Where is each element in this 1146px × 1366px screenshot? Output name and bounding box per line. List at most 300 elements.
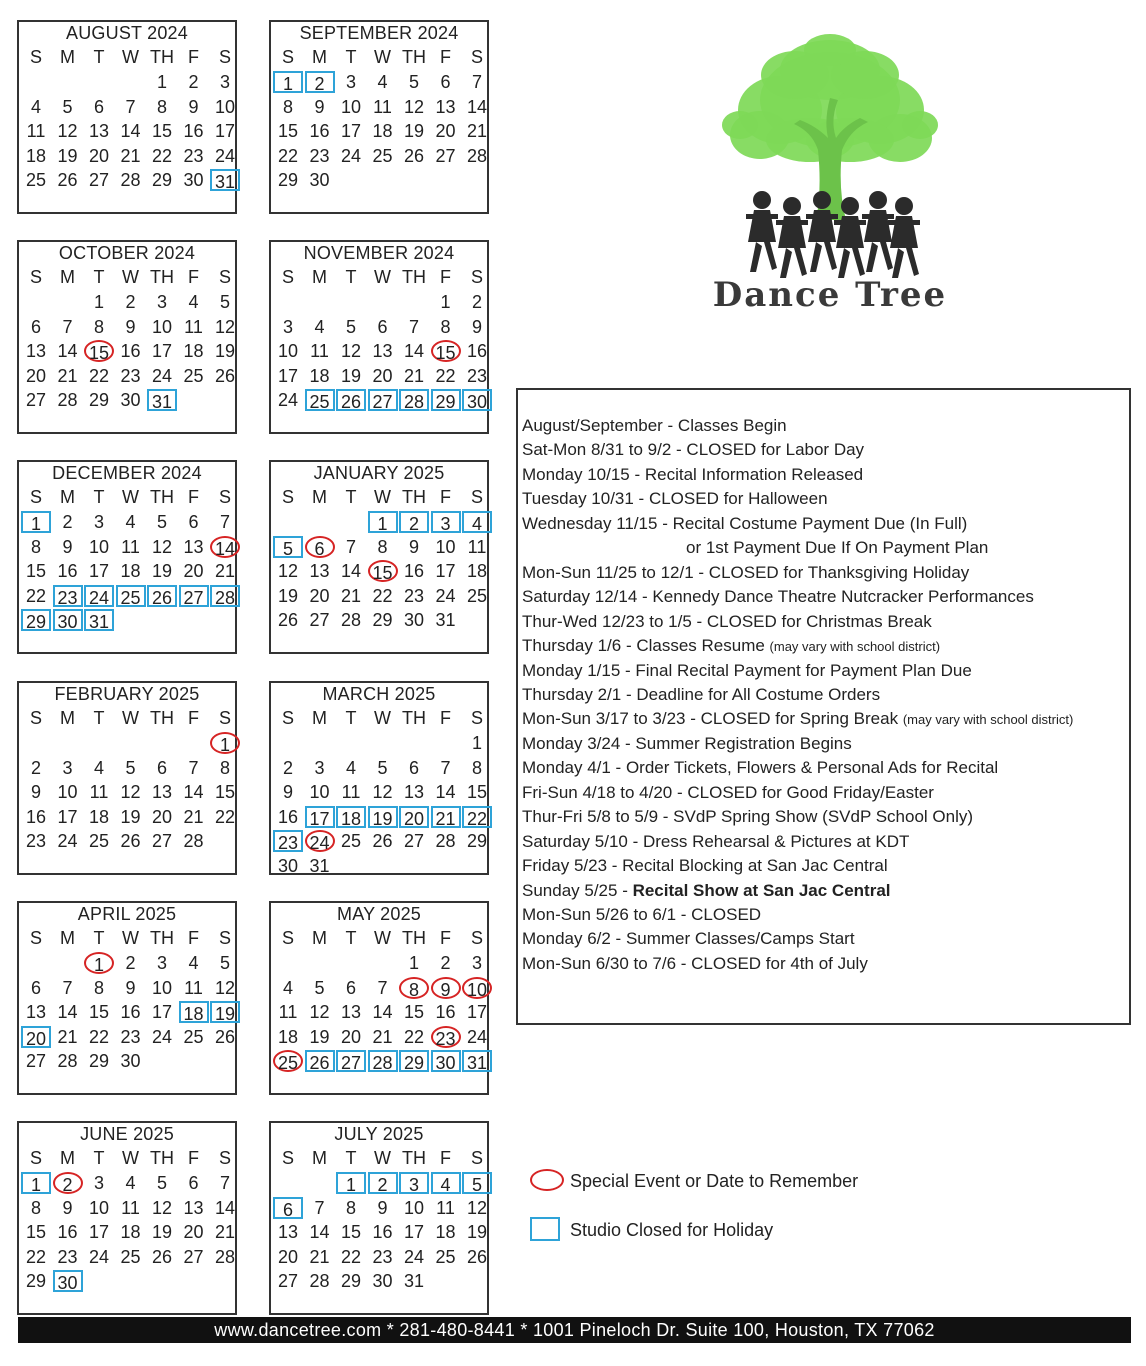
month-title: MARCH 2025 — [322, 684, 436, 704]
weekday-label: S — [281, 708, 294, 728]
weekday-label: W — [122, 928, 139, 948]
day-closed: 30 — [53, 1270, 83, 1292]
day-cell: 9 — [30, 782, 41, 802]
day-cell: 22 — [372, 585, 393, 606]
day-cell: 27 — [277, 1271, 299, 1291]
day-cell: 24 — [403, 1246, 425, 1267]
day-cell: 22 — [277, 145, 299, 166]
event-text: Mon-Sun 11/25 to 12/1 - CLOSED for Thanksgiving Holiday — [522, 562, 970, 582]
event-text: Thur-Wed 12/23 to 1/5 - CLOSED for Christmas Break — [522, 611, 932, 631]
day-cell: 10 — [151, 316, 173, 337]
day-cell: 11 — [278, 1002, 298, 1022]
weekday-label: F — [440, 47, 451, 67]
day-cell: 18 — [88, 806, 110, 827]
day-closed: 19 — [210, 1001, 240, 1023]
day-cell: 22 — [151, 145, 173, 166]
weekday-label: TH — [150, 1148, 174, 1168]
day-cell: 15 — [277, 121, 299, 141]
day-closed: 25 — [116, 585, 146, 607]
weekday-label: T — [93, 708, 105, 728]
day-cell: 19 — [214, 341, 236, 361]
day-cell: 29 — [372, 610, 393, 630]
event-text: Mon-Sun 6/30 to 7/6 - CLOSED for 4th of July — [522, 953, 868, 973]
day-special-event: 15 — [84, 340, 114, 362]
event-text: or 1st Payment Due If On Payment Plan — [686, 538, 989, 558]
day-cell: 7 — [219, 1173, 230, 1193]
day-cell: 14 — [403, 341, 425, 361]
event-text: Monday 6/2 - Summer Classes/Camps Start — [522, 929, 855, 949]
day-cell: 6 — [440, 72, 451, 92]
weekday-label: S — [218, 1148, 231, 1168]
day-closed: 23 — [273, 830, 303, 852]
day-cell: 21 — [57, 1026, 78, 1047]
day-cell: 10 — [88, 1197, 110, 1218]
event-note: (may vary with school district) — [769, 639, 941, 655]
day-cell: 14 — [57, 1002, 78, 1022]
day-cell: 6 — [377, 316, 388, 337]
weekday-label: S — [29, 267, 42, 287]
day-cell: 3 — [282, 316, 293, 337]
day-cell: 16 — [25, 806, 47, 827]
day-cell: 16 — [466, 341, 488, 361]
day-cell: 7 — [188, 757, 199, 778]
day-cell: 18 — [277, 1026, 299, 1047]
day-cell: 18 — [435, 1222, 456, 1242]
day-cell: 13 — [340, 1002, 362, 1022]
day-cell: 7 — [471, 72, 482, 92]
day-cell: 2 — [471, 292, 482, 312]
weekday-label: W — [374, 1148, 391, 1168]
day-closed: 27 — [336, 1050, 366, 1072]
day-cell: 26 — [151, 1246, 173, 1267]
weekday-label: TH — [150, 267, 174, 287]
day-cell: 18 — [372, 121, 393, 141]
weekday-label: W — [374, 267, 391, 287]
day-closed: 30 — [431, 1050, 461, 1072]
day-cell: 4 — [188, 292, 199, 312]
day-cell: 22 — [88, 365, 110, 386]
day-closed: 26 — [305, 1050, 335, 1072]
day-cell: 21 — [214, 561, 236, 581]
day-cell: 11 — [436, 1197, 455, 1218]
day-cell: 16 — [57, 561, 78, 581]
logo-wordmark: Dance Tree — [712, 275, 948, 315]
day-cell: 6 — [30, 316, 41, 337]
day-cell: 19 — [57, 145, 78, 166]
month-calendar — [269, 460, 489, 654]
day-closed: 1 — [21, 511, 51, 533]
day-cell: 17 — [466, 1002, 488, 1022]
weekday-label: F — [188, 708, 199, 728]
day-cell: 24 — [57, 831, 78, 851]
day-cell: 16 — [57, 1222, 78, 1242]
weekday-label: F — [188, 487, 199, 507]
day-cell: 27 — [435, 145, 456, 166]
month-title: OCTOBER 2024 — [58, 243, 196, 263]
event-text: Thur-Fri 5/8 to 5/9 - SVdP Spring Show (SVdP School Only) — [522, 807, 974, 827]
day-cell: 7 — [408, 316, 419, 337]
day-cell: 21 — [372, 1026, 393, 1047]
day-cell: 8 — [282, 96, 293, 117]
day-cell: 4 — [314, 316, 325, 337]
legend-event-label: Special Event or Date to Remember — [570, 1171, 859, 1191]
weekday-label: W — [122, 1148, 139, 1168]
event-line — [522, 903, 761, 927]
day-cell: 25 — [88, 831, 110, 851]
weekday-label: S — [281, 267, 294, 287]
day-cell: 27 — [88, 170, 110, 190]
weekday-label: T — [345, 928, 357, 948]
day-cell: 17 — [340, 121, 362, 141]
day-cell: 5 — [377, 757, 388, 778]
day-cell: 27 — [183, 1246, 204, 1267]
day-closed: 27 — [179, 585, 209, 607]
day-closed: 28 — [399, 389, 429, 411]
day-cell: 28 — [57, 390, 78, 410]
day-closed: 3 — [431, 511, 461, 533]
day-cell: 13 — [403, 782, 425, 802]
day-special-event: 24 — [305, 830, 335, 852]
day-cell: 12 — [214, 316, 236, 337]
day-cell: 15 — [466, 782, 488, 802]
weekday-label: W — [374, 928, 391, 948]
weekday-label: M — [312, 267, 327, 287]
month-title: JANUARY 2025 — [313, 463, 445, 483]
event-line — [522, 756, 998, 780]
weekday-label: W — [122, 487, 139, 507]
day-cell: 28 — [466, 145, 488, 166]
day-cell: 22 — [403, 1026, 425, 1047]
day-cell: 28 — [435, 831, 456, 851]
day-special-event: 1 — [84, 952, 114, 974]
day-cell: 2 — [282, 757, 293, 778]
day-cell: 19 — [466, 1222, 488, 1242]
weekday-label: F — [188, 267, 199, 287]
month-title: SEPTEMBER 2024 — [299, 23, 459, 43]
day-cell: 3 — [314, 757, 325, 778]
day-cell: 26 — [214, 1026, 236, 1047]
day-cell: 21 — [309, 1246, 330, 1267]
month-calendar — [17, 1121, 237, 1315]
day-cell: 22 — [435, 365, 456, 386]
weekday-label: S — [281, 487, 294, 507]
day-cell: 15 — [25, 1222, 47, 1242]
day-closed: 6 — [273, 1197, 303, 1219]
day-special-event: 10 — [462, 977, 492, 999]
day-cell: 3 — [156, 292, 167, 312]
weekday-label: S — [29, 708, 42, 728]
event-text: Sunday 5/25 - — [522, 880, 633, 900]
day-closed: 31 — [210, 169, 240, 191]
day-cell: 18 — [183, 341, 204, 361]
day-cell: 4 — [188, 953, 199, 973]
day-cell: 2 — [440, 953, 451, 973]
event-text: August/September - Classes Begin — [522, 416, 787, 435]
day-cell: 9 — [125, 316, 136, 337]
day-special-event: 9 — [431, 977, 461, 999]
day-special-event: 6 — [305, 536, 335, 558]
day-cell: 6 — [156, 757, 167, 778]
day-cell: 29 — [151, 170, 173, 190]
weekday-label: S — [29, 487, 42, 507]
day-cell: 11 — [310, 341, 329, 361]
day-cell: 11 — [184, 977, 203, 998]
day-special-event: 14 — [210, 536, 240, 558]
day-cell: 19 — [151, 561, 173, 581]
day-cell: 15 — [25, 561, 47, 581]
weekday-label: S — [470, 487, 483, 507]
event-text: Thursday 1/6 - Classes Resume — [522, 636, 770, 656]
event-line — [522, 585, 1034, 609]
day-cell: 3 — [219, 72, 230, 92]
day-cell: 3 — [93, 1173, 104, 1193]
day-cell: 29 — [88, 1051, 110, 1071]
day-cell: 12 — [214, 977, 236, 998]
weekday-label: S — [470, 267, 483, 287]
event-line — [522, 561, 969, 585]
event-text: Monday 3/24 - Summer Registration Begins — [522, 733, 852, 753]
day-cell: 15 — [403, 1002, 425, 1022]
day-cell: 4 — [345, 757, 356, 778]
day-cell: 16 — [277, 806, 299, 827]
day-cell: 19 — [277, 585, 299, 606]
day-cell: 10 — [57, 782, 78, 802]
dance-tree-logo — [700, 30, 960, 320]
day-cell: 5 — [125, 757, 136, 778]
month-calendar — [269, 901, 489, 1095]
day-closed: 5 — [273, 536, 303, 558]
day-cell: 16 — [435, 1002, 456, 1022]
day-cell: 13 — [435, 96, 456, 117]
day-cell: 25 — [120, 1246, 141, 1267]
day-cell: 1 — [471, 733, 482, 753]
weekday-label: S — [218, 47, 231, 67]
day-cell: 10 — [435, 536, 456, 557]
day-cell: 23 — [372, 1246, 393, 1267]
day-cell: 7 — [345, 536, 356, 557]
day-cell: 9 — [62, 536, 73, 557]
day-cell: 3 — [471, 953, 482, 973]
day-cell: 13 — [183, 1197, 204, 1218]
day-cell: 7 — [219, 512, 230, 532]
day-cell: 12 — [372, 782, 393, 802]
day-cell: 23 — [466, 365, 488, 386]
weekday-label: M — [60, 928, 75, 948]
day-special-event: 25 — [273, 1050, 303, 1072]
day-special-event: 15 — [431, 340, 461, 362]
weekday-label: T — [93, 928, 105, 948]
event-line — [522, 659, 972, 683]
day-cell: 13 — [88, 121, 110, 141]
day-cell: 7 — [62, 316, 73, 337]
day-cell: 25 — [183, 1026, 204, 1047]
day-cell: 5 — [314, 977, 325, 998]
day-closed: 25 — [305, 389, 335, 411]
day-cell: 7 — [125, 96, 136, 117]
month-calendar — [269, 240, 489, 434]
day-cell: 30 — [277, 855, 299, 876]
red-circle-icon — [530, 1169, 564, 1191]
day-cell: 4 — [125, 512, 136, 532]
event-highlight: Recital Show at San Jac Central — [632, 880, 891, 900]
day-cell: 12 — [466, 1197, 488, 1218]
day-cell: 23 — [309, 145, 330, 166]
day-closed: 26 — [336, 389, 366, 411]
day-closed: 30 — [462, 389, 492, 411]
month-title: JULY 2025 — [334, 1124, 424, 1144]
day-cell: 7 — [377, 977, 388, 998]
day-cell: 20 — [309, 585, 330, 606]
day-closed: 1 — [273, 71, 303, 93]
weekday-label: W — [374, 708, 391, 728]
day-closed: 28 — [368, 1050, 398, 1072]
event-text: Fri-Sun 4/18 to 4/20 - CLOSED for Good Friday/Easter — [522, 782, 934, 802]
weekday-label: S — [470, 1148, 483, 1168]
day-cell: 3 — [93, 512, 104, 532]
day-cell: 13 — [25, 341, 47, 361]
day-cell: 9 — [314, 96, 325, 117]
day-cell: 14 — [466, 96, 488, 117]
day-special-event: 15 — [368, 560, 398, 582]
day-cell: 8 — [440, 316, 451, 337]
day-cell: 26 — [120, 831, 141, 851]
events-list — [516, 388, 1131, 1025]
day-cell: 21 — [214, 1222, 236, 1242]
day-cell: 10 — [214, 96, 236, 117]
legend-closed-label: Studio Closed for Holiday — [570, 1220, 774, 1240]
day-cell: 2 — [125, 292, 136, 312]
day-cell: 18 — [120, 561, 141, 581]
day-cell: 30 — [309, 170, 330, 190]
day-cell: 9 — [471, 316, 482, 337]
month-calendar — [269, 681, 489, 875]
event-line — [522, 512, 967, 536]
weekday-label: T — [345, 487, 357, 507]
event-line — [522, 781, 934, 805]
day-closed: 2 — [399, 511, 429, 533]
day-cell: 28 — [120, 170, 141, 190]
weekday-label: T — [345, 708, 357, 728]
day-cell: 11 — [341, 782, 361, 802]
day-closed: 19 — [368, 806, 398, 828]
day-cell: 13 — [372, 341, 393, 361]
day-cell: 16 — [403, 561, 425, 581]
day-cell: 26 — [403, 145, 425, 166]
day-cell: 23 — [403, 585, 425, 606]
day-cell: 11 — [373, 96, 392, 117]
day-cell: 4 — [93, 757, 104, 778]
footer-contact-bar: www.dancetree.com * 281-480-8441 * 1001 Pineloch Dr. Suite 100, Houston, TX 77062 — [18, 1317, 1131, 1343]
month-calendar — [269, 1121, 489, 1315]
day-cell: 5 — [219, 292, 230, 312]
day-cell: 22 — [25, 1246, 47, 1267]
event-text: Saturday 12/14 - Kennedy Dance Theatre Nutcracker Performances — [522, 587, 1034, 607]
weekday-label: F — [188, 1148, 199, 1168]
day-cell: 11 — [184, 316, 203, 337]
day-cell: 3 — [156, 953, 167, 973]
day-cell: 18 — [309, 365, 330, 386]
day-cell: 28 — [214, 1246, 236, 1267]
weekday-label: S — [281, 1148, 294, 1168]
event-line — [522, 879, 891, 903]
day-cell: 20 — [25, 365, 47, 386]
weekday-label: TH — [402, 1148, 426, 1168]
day-cell: 19 — [309, 1026, 330, 1047]
weekday-label: S — [281, 47, 294, 67]
weekday-label: M — [312, 708, 327, 728]
weekday-label: M — [60, 487, 75, 507]
day-cell: 27 — [25, 390, 47, 410]
day-cell: 20 — [88, 145, 110, 166]
month-title: NOVEMBER 2024 — [303, 243, 455, 263]
day-cell: 11 — [467, 536, 487, 557]
event-line — [522, 463, 863, 487]
month-title: DECEMBER 2024 — [52, 463, 202, 483]
day-closed: 4 — [431, 1172, 461, 1194]
event-text: Monday 10/15 - Recital Information Released — [522, 464, 864, 484]
day-cell: 12 — [340, 341, 362, 361]
day-cell: 25 — [183, 365, 204, 386]
day-cell: 31 — [403, 1271, 425, 1291]
day-cell: 8 — [377, 536, 388, 557]
day-cell: 27 — [403, 831, 425, 851]
weekday-label: M — [312, 47, 327, 67]
weekday-label: M — [60, 708, 75, 728]
day-cell: 11 — [26, 121, 46, 141]
event-line — [522, 830, 909, 854]
day-closed: 31 — [84, 609, 114, 631]
event-line — [522, 683, 880, 707]
weekday-label: TH — [402, 267, 426, 287]
day-cell: 26 — [372, 831, 393, 851]
day-cell: 25 — [372, 145, 393, 166]
day-cell: 22 — [88, 1026, 110, 1047]
day-cell: 8 — [93, 316, 104, 337]
weekday-label: TH — [150, 487, 174, 507]
month-title: MAY 2025 — [337, 904, 421, 924]
weekday-label: T — [345, 1148, 357, 1168]
event-text: Saturday 5/10 - Dress Rehearsal & Pictures at KDT — [522, 831, 910, 851]
day-cell: 10 — [277, 341, 299, 361]
day-cell: 9 — [125, 977, 136, 998]
day-closed: 26 — [147, 585, 177, 607]
weekday-label: S — [29, 928, 42, 948]
event-line — [522, 952, 868, 976]
day-cell: 24 — [88, 1246, 110, 1267]
event-line — [522, 610, 932, 634]
weekday-label: T — [93, 487, 105, 507]
day-cell: 12 — [309, 1002, 330, 1022]
day-cell: 24 — [151, 365, 173, 386]
day-cell: 6 — [93, 96, 104, 117]
day-cell: 6 — [345, 977, 356, 998]
day-cell: 11 — [89, 782, 109, 802]
weekday-label: TH — [402, 487, 426, 507]
day-cell: 3 — [62, 757, 73, 778]
day-cell: 6 — [408, 757, 419, 778]
day-closed: 28 — [210, 585, 240, 607]
day-cell: 18 — [120, 1222, 141, 1242]
weekday-label: S — [218, 708, 231, 728]
weekday-label: T — [93, 1148, 105, 1168]
month-calendar — [17, 240, 237, 434]
weekday-label: W — [122, 267, 139, 287]
day-cell: 6 — [188, 512, 199, 532]
day-cell: 31 — [309, 855, 330, 876]
tree-icon — [722, 34, 938, 220]
weekday-label: S — [281, 928, 294, 948]
event-line — [522, 707, 1073, 731]
